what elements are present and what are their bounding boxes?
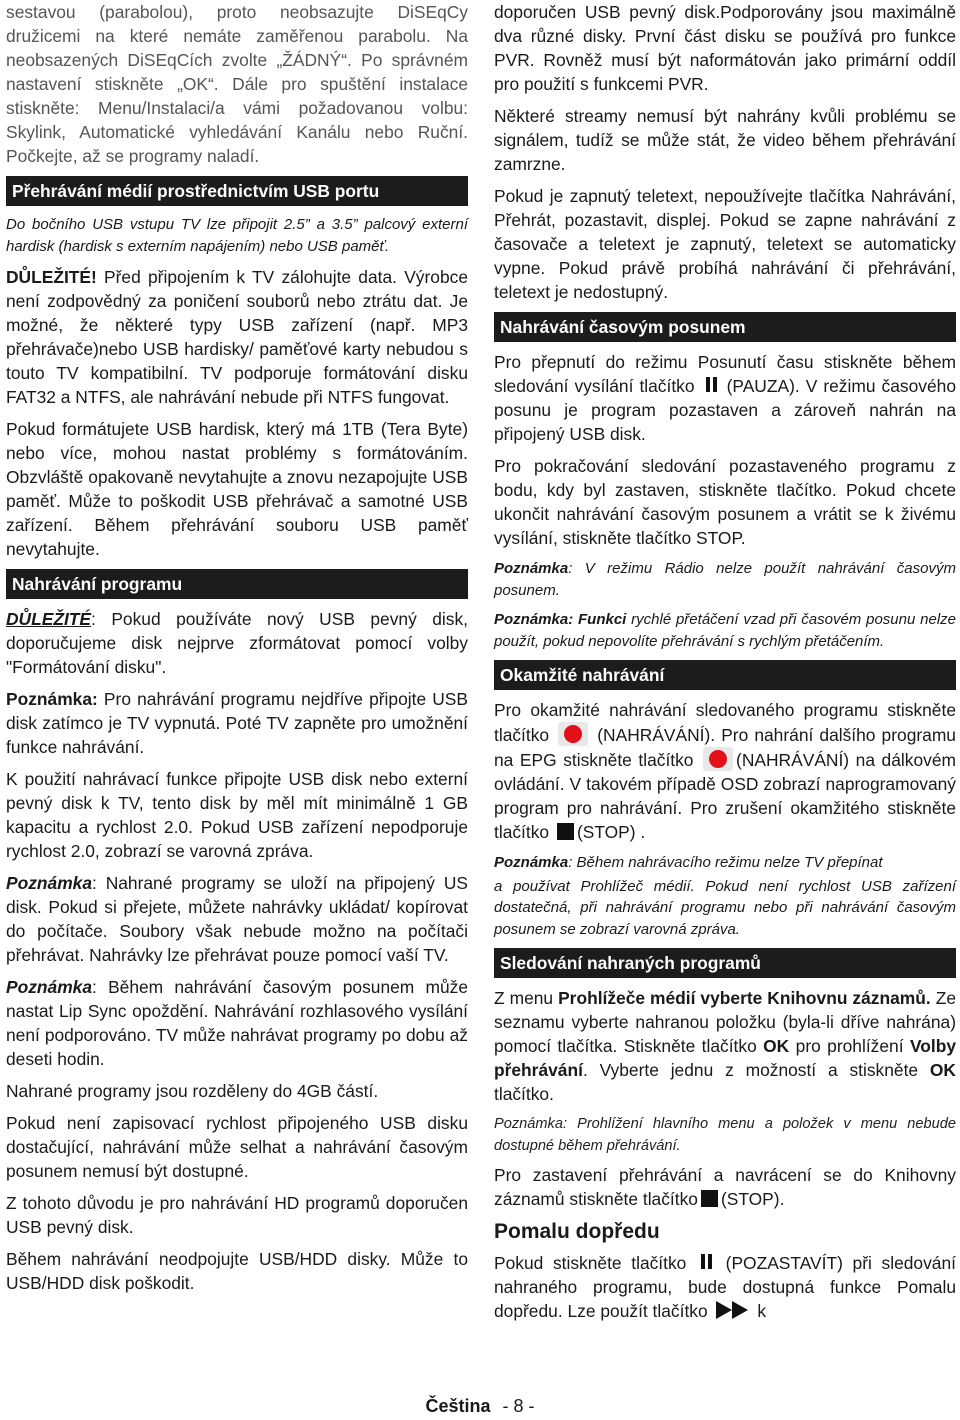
watch-text-h: OK [929,1060,956,1080]
speed-paragraph: Pokud není zapisovací rychlost připojeného USB disku dostačující, nahrávání může selhat a nahrávání časovým posunem nemusí být dostupné. [6,1113,468,1181]
format-paragraph: Pokud formátujete USB hardisk, který má 1TB (Tera Byte) nebo více, mohou nastat problémy s formátováním. Obzvláště opakovaně nevytahujte a znovu nezapojujte USB paměť. Může to poškodit USB přehrávač a samotné USB zařízení. Během přehrávání souboru USB paměť nevytahujte. [6,419,468,559]
hd-paragraph: Z tohoto důvodu je pro nahrávání HD programů doporučen USB pevný disk. [6,1193,468,1237]
rec-important-paragraph [6,607,468,679]
watch2-text-b: (STOP). [720,1189,785,1209]
slow-text-a: Pokud stiskněte tlačítko [494,1253,687,1273]
timeshift-text-a: Pro přepnutí do režimu Posunutí času stiskněte během sledování vysílání tlačítko [494,352,956,396]
watch-paragraph-1 [494,986,956,1106]
watch-text-b: Prohlížeče médií vyberte Knihovnu záznamů. [558,988,931,1008]
footer-language: Čeština [425,1396,491,1416]
continuation-paragraph: doporučen USB pevný disk.Podporovány jsou maximálně dva různé disky. První část disku se používá pro funkce PVR. Rovněž musí být naformátován jako primární oddíl pro použití s funkcemi PVR. [494,2,956,94]
usb-note: Do bočního USB vstupu TV lze připojit 2.5” a 3.5” palcový externí hardisk (hardisk s externím napájením) nebo USB paměť. [6,216,468,255]
note2-paragraph [6,871,468,967]
instant-note [494,852,956,874]
slow-text-c: k [757,1301,767,1321]
teletext-paragraph: Pokud je zapnutý teletext, nepoužívejte tlačítka Nahrávání, Přehrát, pozastavit, displej. Pokud se zapne nahrávání z časovače a teletext je zapnutý, teletext se automaticky vypne. Pokud právě probíhá nahrávání či přehrávání, teletext je nedostupný. [494,186,956,302]
important-paragraph [6,265,468,409]
instant-text-c: (NAHRÁVÁNÍ) na dálkovém ovládání. V takovém případě OSD zobrazí naprogramovaný program pro nahrávání. Pro zrušení okamžitého stiskněte tlačítko [494,750,956,842]
instant-note-cont: a používat Prohlížeč médií. Pokud není rychlost USB zařízení dostatečná, při nahrávání programu nebo při nahrávání časovým posunem se zobrazí varovná zpráva. [494,877,956,938]
watch-text-a: Z menu [494,988,559,1008]
record-button-icon [558,722,588,746]
ts-note1-label: Poznámka [494,560,569,577]
instant-recording-heading: Okamžité nahrávání [494,660,956,690]
timeshift-note-2 [494,609,956,652]
watch2-text-a: Pro zastavení přehrávání a navrácení se do Knihovny záznamů stiskněte tlačítko [494,1165,956,1209]
inst-note-label: Poznámka [494,854,569,871]
recording-heading: Nahrávání programu [6,569,468,599]
watch-text-f: Volby přehrávání [494,1036,956,1080]
watch-paragraph-2 [494,1163,956,1211]
timeshift-heading: Nahrávání časovým posunem [494,312,956,342]
stop-button-icon [557,823,574,840]
note3-paragraph [6,975,468,1071]
stop-button-icon [701,1190,718,1207]
slow-forward-heading: Pomalu dopředu [494,1220,660,1243]
rec-important-text: : Pokud používáte nový USB pevný disk, doporučujeme disk nejprve zformátovat pomocí volby "Formátování disku". [6,609,468,677]
watch-text-g: . Vyberte jednu z možností a stiskněte [582,1060,930,1080]
note1-label: Poznámka: [6,689,98,709]
note1-paragraph [6,687,468,759]
slow-text-b: (POZASTAVÍT) při sledování nahraného programu, bude dostupná funkce Pomalu dopředu. Lze použít tlačítko [494,1253,956,1321]
intro-paragraph: sestavou (parabolou), proto neobsazujte DiSEqCy družicemi na které nemáte zaměřenou parabolu. Na neobsazených DiSEqCích zvolte „ŽÁDNÝ“. Po správném nastavení stiskněte „OK“. Dále pro spuštění instalace stiskněte: Menu/Instalaci/a vámi požadovanou volbu: Skylink, Automatické vyhledávání Kanálu nebo Ruční. Počkejte, až se programy naladí. [6,2,468,166]
rec-important-label: DŮLEŽITÉ [6,609,92,629]
note1-text: Pro nahrávání programu nejdříve připojte USB disk zatímco je TV vypnutá. Poté TV zapněte pro umožnění funkce nahrávání. [6,689,468,757]
instant-text-a: Pro okamžité nahrávání sledovaného programu stiskněte tlačítko [494,700,956,745]
usb-playback-heading: Přehrávání médií prostřednictvím USB portu [6,176,468,206]
timeshift-paragraph-1 [494,350,956,446]
right-column [494,0,956,1331]
page-number: - 8 - [502,1396,535,1416]
note2-text: : Nahrané programy se uloží na připojený US disk. Pokud si přejete, můžete nahrávky ukládat/ kopírovat do počítače. Soubory však nebude možno na počítači přehrávat. Nahrávky lze přehrávat pouze pomocí vaší TV. [6,873,468,965]
fast-forward-icon [716,1301,750,1319]
watch-recordings-heading: Sledování nahraných programů [494,948,956,978]
note3-label: Poznámka [6,977,93,997]
ts-note1-text: : V režimu Rádio nelze použít nahrávání časovým posunem. [494,560,956,599]
watch-text-d: OK [763,1036,790,1056]
record-button-icon [703,747,733,771]
instant-text-b: (NAHRÁVÁNÍ). Pro nahrání dalšího programu na EPG stiskněte tlačítko [494,725,956,770]
watch-text-e: pro prohlížení [789,1036,910,1056]
usb-requirement-paragraph: K použití nahrávací funkce připojte USB disk nebo externí pevný disk k TV, tento disk by měl mít minimálně 1 GB kapacitu a rychlost 2.0. Pokud USB zařízení nepodporuje rychlost 2.0, zobrazí se varovná zpráva. [6,769,468,861]
ts-note2-text: rychlé přetáčení vzad při časovém posunu nelze použít, pokud nepovolíte přehrávání s rychlým přetáčením. [494,611,956,650]
note3-text: : Během nahrávání časovým posunem může nastat Lip Sync opoždění. Nahrávání rozhlasového vysílání není podporováno. TV může nahrávat programy po dobu až deseti hodin. [6,977,468,1069]
left-column [6,0,468,1303]
watch-text-c: Ze seznamu vyberte nahranou položku (byla-li dříve nahrána) pomocí tlačítka. Stiskněte tlačítko [494,988,956,1056]
important-label: DŮLEŽITÉ! [6,267,97,287]
timeshift-text-b: (PAUZA). V režimu časového posunu je program pozastaven a zároveň nahrán na připojený USB disk. [494,376,956,444]
timeshift-paragraph-2: Pro pokračování sledování pozastaveného programu z bodu, kdy byl zastaven, stiskněte tlačítko. Pokud chcete ukončit nahrávání časovým posunem a vrátit se k živému vysílání, stiskněte tlačítko STOP. [494,456,956,548]
unplug-paragraph: Během nahrávání neodpojujte USB/HDD disky. Může to USB/HDD disk poškodit. [6,1249,468,1293]
watch-note: Poznámka: Prohlížení hlavního menu a položek v menu nebude dostupné během přehrávání. [494,1116,956,1154]
pause-button-icon [703,376,719,394]
page-footer [0,1396,960,1417]
note2-label: Poznámka [6,873,93,893]
slow-forward-paragraph [494,1251,956,1323]
important-text: Před připojením k TV zálohujte data. Výrobce není zodpovědný za poničení souborů nebo ztrátu dat. Je možné, že některé typy USB zařízení (např. MP3 přehrávače)nebo USB hardisky/ paměťové karty nebudou s touto TV kompatibilní. TV podporuje formátování disku FAT32 a NTFS, ale nahrávání nebude při NTFS fungovat. [6,267,468,407]
timeshift-note-1 [494,558,956,601]
watch-text-i: tlačítko. [494,1084,554,1104]
instant-text-d: (STOP) . [576,822,646,842]
streams-paragraph: Některé streamy nemusí být nahrány kvůli problému se signálem, tudíž se může stát, že video během přehrávání zamrzne. [494,106,956,174]
pause-button-icon [698,1253,714,1271]
ts-note2-label: Poznámka: Funkci [494,611,627,628]
inst-note-text: : Během nahrávacího režimu nelze TV přepínat [568,854,883,871]
instant-paragraph [494,698,956,844]
4gb-paragraph: Nahrané programy jsou rozděleny do 4GB částí. [6,1081,379,1101]
